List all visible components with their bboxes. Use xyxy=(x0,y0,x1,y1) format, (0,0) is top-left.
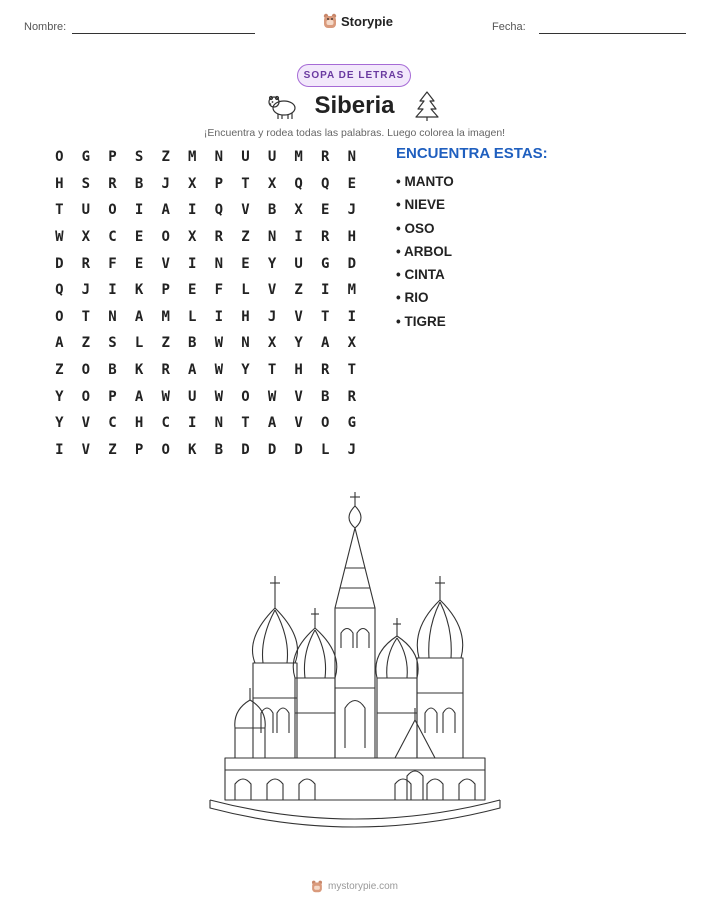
grid-letter[interactable]: O xyxy=(161,441,170,458)
grid-letter[interactable]: Z xyxy=(81,335,91,352)
footer xyxy=(0,880,709,893)
grid-letter[interactable]: A xyxy=(267,415,277,432)
grid-letter[interactable]: X xyxy=(267,335,277,352)
grid-letter[interactable]: U xyxy=(294,255,303,272)
brand-name: Storypie xyxy=(341,13,394,29)
grid-letter[interactable]: Q xyxy=(55,282,64,299)
grid-letter[interactable]: W xyxy=(214,388,224,405)
grid-letter[interactable]: W xyxy=(55,229,64,246)
grid-letter[interactable]: D xyxy=(347,255,357,272)
grid-letter[interactable]: V xyxy=(294,388,303,405)
grid-letter[interactable]: C xyxy=(108,415,117,432)
brand-logo xyxy=(323,13,393,29)
grid-row xyxy=(46,250,365,277)
grid-letter[interactable]: Y xyxy=(55,388,64,405)
date-line xyxy=(539,33,686,34)
grid-letter[interactable]: J xyxy=(347,202,357,219)
grid-letter[interactable]: I xyxy=(321,282,330,299)
grid-letter[interactable]: W xyxy=(161,388,170,405)
grid-letter[interactable]: R xyxy=(321,229,330,246)
grid-letter[interactable]: N xyxy=(108,308,117,325)
grid-letter[interactable]: X xyxy=(294,202,303,219)
grid-letter[interactable]: O xyxy=(108,202,117,219)
grid-letter[interactable]: L xyxy=(241,282,250,299)
grid-letter[interactable]: E xyxy=(321,202,330,219)
grid-letter[interactable]: V xyxy=(294,308,303,325)
grid-letter[interactable]: M xyxy=(161,308,170,325)
grid-row xyxy=(46,330,365,357)
grid-letter[interactable]: B xyxy=(108,362,117,379)
grid-letter[interactable]: E xyxy=(241,255,250,272)
grid-letter[interactable]: W xyxy=(267,388,277,405)
grid-letter[interactable]: L xyxy=(321,441,330,458)
grid-letter[interactable]: Q xyxy=(321,175,330,192)
grid-letter[interactable]: K xyxy=(134,282,144,299)
grid-letter[interactable]: J xyxy=(161,175,170,192)
grid-letter[interactable]: Q xyxy=(294,175,303,192)
footer-url: mystorypie.com xyxy=(327,881,398,892)
grid-letter[interactable]: R xyxy=(108,175,117,192)
grid-letter[interactable]: K xyxy=(134,362,144,379)
grid-letter[interactable]: U xyxy=(267,149,277,166)
grid-letter[interactable]: D xyxy=(241,441,250,458)
grid-letter[interactable]: X xyxy=(267,175,277,192)
grid-letter[interactable]: R xyxy=(347,388,357,405)
grid-letter[interactable]: P xyxy=(108,149,117,166)
grid-letter[interactable]: S xyxy=(81,175,91,192)
grid-letter[interactable]: B xyxy=(188,335,197,352)
grid-letter[interactable]: A xyxy=(134,308,144,325)
grid-letter[interactable]: O xyxy=(81,362,91,379)
grid-letter[interactable]: Y xyxy=(294,335,303,352)
grid-row xyxy=(46,277,365,304)
grid-letter[interactable]: Y xyxy=(267,255,277,272)
grid-letter[interactable]: R xyxy=(161,362,170,379)
word-item: • NIEVE xyxy=(396,197,445,213)
grid-letter[interactable]: P xyxy=(214,175,224,192)
grid-letter[interactable]: D xyxy=(55,255,64,272)
grid-letter[interactable]: A xyxy=(55,335,64,352)
grid-row xyxy=(46,171,365,198)
grid-letter[interactable]: I xyxy=(188,202,197,219)
grid-letter[interactable]: Y xyxy=(241,362,250,379)
page-title: Siberia xyxy=(314,92,395,119)
grid-letter[interactable]: E xyxy=(347,175,357,192)
grid-letter[interactable]: Z xyxy=(108,441,117,458)
name-line xyxy=(72,33,255,34)
grid-row xyxy=(46,383,365,410)
name-label: Nombre: xyxy=(24,21,67,33)
grid-letter[interactable]: R xyxy=(81,255,91,272)
grid-letter[interactable]: A xyxy=(321,335,330,352)
grid-letter[interactable]: O xyxy=(161,229,170,246)
grid-letter[interactable]: P xyxy=(161,282,170,299)
word-item: • RIO xyxy=(396,290,429,306)
grid-letter[interactable]: W xyxy=(214,362,224,379)
grid-letter[interactable]: P xyxy=(108,388,117,405)
grid-letter[interactable]: K xyxy=(188,441,197,458)
grid-row xyxy=(46,357,365,384)
st-basils-cathedral-illustration xyxy=(205,488,505,828)
grid-letter[interactable]: N xyxy=(241,335,250,352)
grid-letter[interactable]: T xyxy=(347,362,357,379)
grid-letter[interactable]: B xyxy=(214,441,224,458)
grid-letter[interactable]: V xyxy=(81,415,91,432)
grid-letter[interactable]: X xyxy=(347,335,357,352)
grid-letter[interactable]: N xyxy=(214,149,224,166)
grid-letter[interactable]: S xyxy=(108,335,117,352)
grid-letter[interactable]: Y xyxy=(55,415,64,432)
grid-letter[interactable]: T xyxy=(321,308,330,325)
grid-letter[interactable]: R xyxy=(321,149,330,166)
grid-letter[interactable]: O xyxy=(81,388,91,405)
grid-letter[interactable]: V xyxy=(267,282,277,299)
grid-letter[interactable]: N xyxy=(214,255,224,272)
grid-letter[interactable]: X xyxy=(188,175,197,192)
word-item: • CINTA xyxy=(396,267,445,283)
word-item: • TIGRE xyxy=(396,313,446,329)
grid-letter[interactable]: X xyxy=(188,229,197,246)
grid-letter[interactable]: N xyxy=(214,415,224,432)
grid-letter[interactable]: T xyxy=(81,308,91,325)
grid-letter[interactable]: H xyxy=(134,415,144,432)
grid-letter[interactable]: Z xyxy=(161,335,170,352)
activity-badge: SOPA DE LETRAS xyxy=(297,64,411,87)
grid-letter[interactable]: I xyxy=(108,282,117,299)
grid-letter[interactable]: O xyxy=(321,415,330,432)
grid-row xyxy=(46,144,365,171)
grid-letter[interactable]: O xyxy=(241,388,250,405)
grid-letter[interactable]: U xyxy=(188,388,197,405)
instructions: ¡Encuentra y rodea todas las palabras. Luego colorea la imagen! xyxy=(203,127,506,139)
grid-letter[interactable]: N xyxy=(347,149,357,166)
grid-letter[interactable]: A xyxy=(134,388,144,405)
grid-letter[interactable]: A xyxy=(161,202,170,219)
grid-letter[interactable]: E xyxy=(134,255,144,272)
grid-row xyxy=(46,197,365,224)
grid-letter[interactable]: B xyxy=(267,202,277,219)
grid-letter[interactable]: Q xyxy=(214,202,224,219)
grid-letter[interactable]: E xyxy=(188,282,197,299)
grid-letter[interactable]: I xyxy=(188,255,197,272)
grid-letter[interactable]: T xyxy=(55,202,64,219)
grid-row xyxy=(46,410,365,437)
grid-letter[interactable]: H xyxy=(55,175,64,192)
grid-letter[interactable]: F xyxy=(108,255,117,272)
grid-letter[interactable]: D xyxy=(267,441,277,458)
grid-row xyxy=(46,224,365,251)
grid-letter[interactable]: O xyxy=(55,308,64,325)
grid-letter[interactable]: D xyxy=(294,441,303,458)
grid-letter[interactable]: S xyxy=(134,149,144,166)
grid-letter[interactable]: H xyxy=(347,229,357,246)
grid-letter[interactable]: H xyxy=(294,362,303,379)
grid-letter[interactable]: V xyxy=(241,202,250,219)
grid-letter[interactable]: F xyxy=(214,282,224,299)
grid-letter[interactable]: C xyxy=(161,415,170,432)
grid-letter[interactable]: V xyxy=(81,441,91,458)
grid-letter[interactable]: P xyxy=(134,441,144,458)
grid-letter[interactable]: L xyxy=(188,308,197,325)
grid-letter[interactable]: A xyxy=(188,362,197,379)
grid-letter[interactable]: I xyxy=(55,441,64,458)
storypie-bear-logo-icon xyxy=(323,13,337,29)
grid-letter[interactable]: N xyxy=(267,229,277,246)
grid-letter[interactable]: U xyxy=(81,202,91,219)
grid-letter[interactable]: R xyxy=(214,229,224,246)
grid-letter[interactable]: U xyxy=(241,149,250,166)
grid-letter[interactable]: W xyxy=(214,335,224,352)
grid-letter[interactable]: I xyxy=(294,229,303,246)
grid-letter[interactable]: M xyxy=(188,149,197,166)
grid-letter[interactable]: J xyxy=(347,441,357,458)
grid-letter[interactable]: J xyxy=(267,308,277,325)
grid-letter[interactable]: V xyxy=(161,255,170,272)
word-item: • MANTO xyxy=(396,174,454,189)
storypie-bear-footer-icon xyxy=(311,880,323,893)
date-label: Fecha: xyxy=(492,21,526,33)
grid-row xyxy=(46,437,365,464)
grid-letter[interactable]: Z xyxy=(55,362,64,379)
grid-letter[interactable]: O xyxy=(55,149,64,166)
word-list-title: ENCUENTRA ESTAS: xyxy=(396,145,548,162)
grid-letter[interactable]: Z xyxy=(294,282,303,299)
grid-letter[interactable]: Z xyxy=(161,149,170,166)
grid-letter[interactable]: V xyxy=(294,415,303,432)
grid-letter[interactable]: I xyxy=(188,415,197,432)
word-item: • OSO xyxy=(396,220,435,236)
grid-letter[interactable]: E xyxy=(134,229,144,246)
grid-letter[interactable]: I xyxy=(214,308,224,325)
grid-letter[interactable]: I xyxy=(134,202,144,219)
grid-letter[interactable]: T xyxy=(267,362,277,379)
letter-grid xyxy=(46,144,365,463)
word-item: • ARBOL xyxy=(396,243,452,259)
grid-letter[interactable]: X xyxy=(81,229,91,246)
grid-letter[interactable]: M xyxy=(347,282,357,299)
grid-letter[interactable]: H xyxy=(241,308,250,325)
grid-letter[interactable]: G xyxy=(321,255,330,272)
grid-letter[interactable]: Z xyxy=(241,229,250,246)
grid-letter[interactable]: L xyxy=(134,335,144,352)
grid-letter[interactable]: J xyxy=(81,282,91,299)
grid-letter[interactable]: T xyxy=(241,415,250,432)
grid-letter[interactable]: M xyxy=(294,149,303,166)
grid-letter[interactable]: R xyxy=(321,362,330,379)
grid-letter[interactable]: T xyxy=(241,175,250,192)
grid-row xyxy=(46,304,365,331)
grid-letter[interactable]: B xyxy=(134,175,144,192)
word-list xyxy=(396,170,454,333)
grid-letter[interactable]: B xyxy=(321,388,330,405)
grid-letter[interactable]: G xyxy=(81,149,91,166)
grid-letter[interactable]: C xyxy=(108,229,117,246)
pine-tree-icon xyxy=(414,90,440,122)
grid-letter[interactable]: G xyxy=(347,415,357,432)
grid-letter[interactable]: I xyxy=(347,308,357,325)
